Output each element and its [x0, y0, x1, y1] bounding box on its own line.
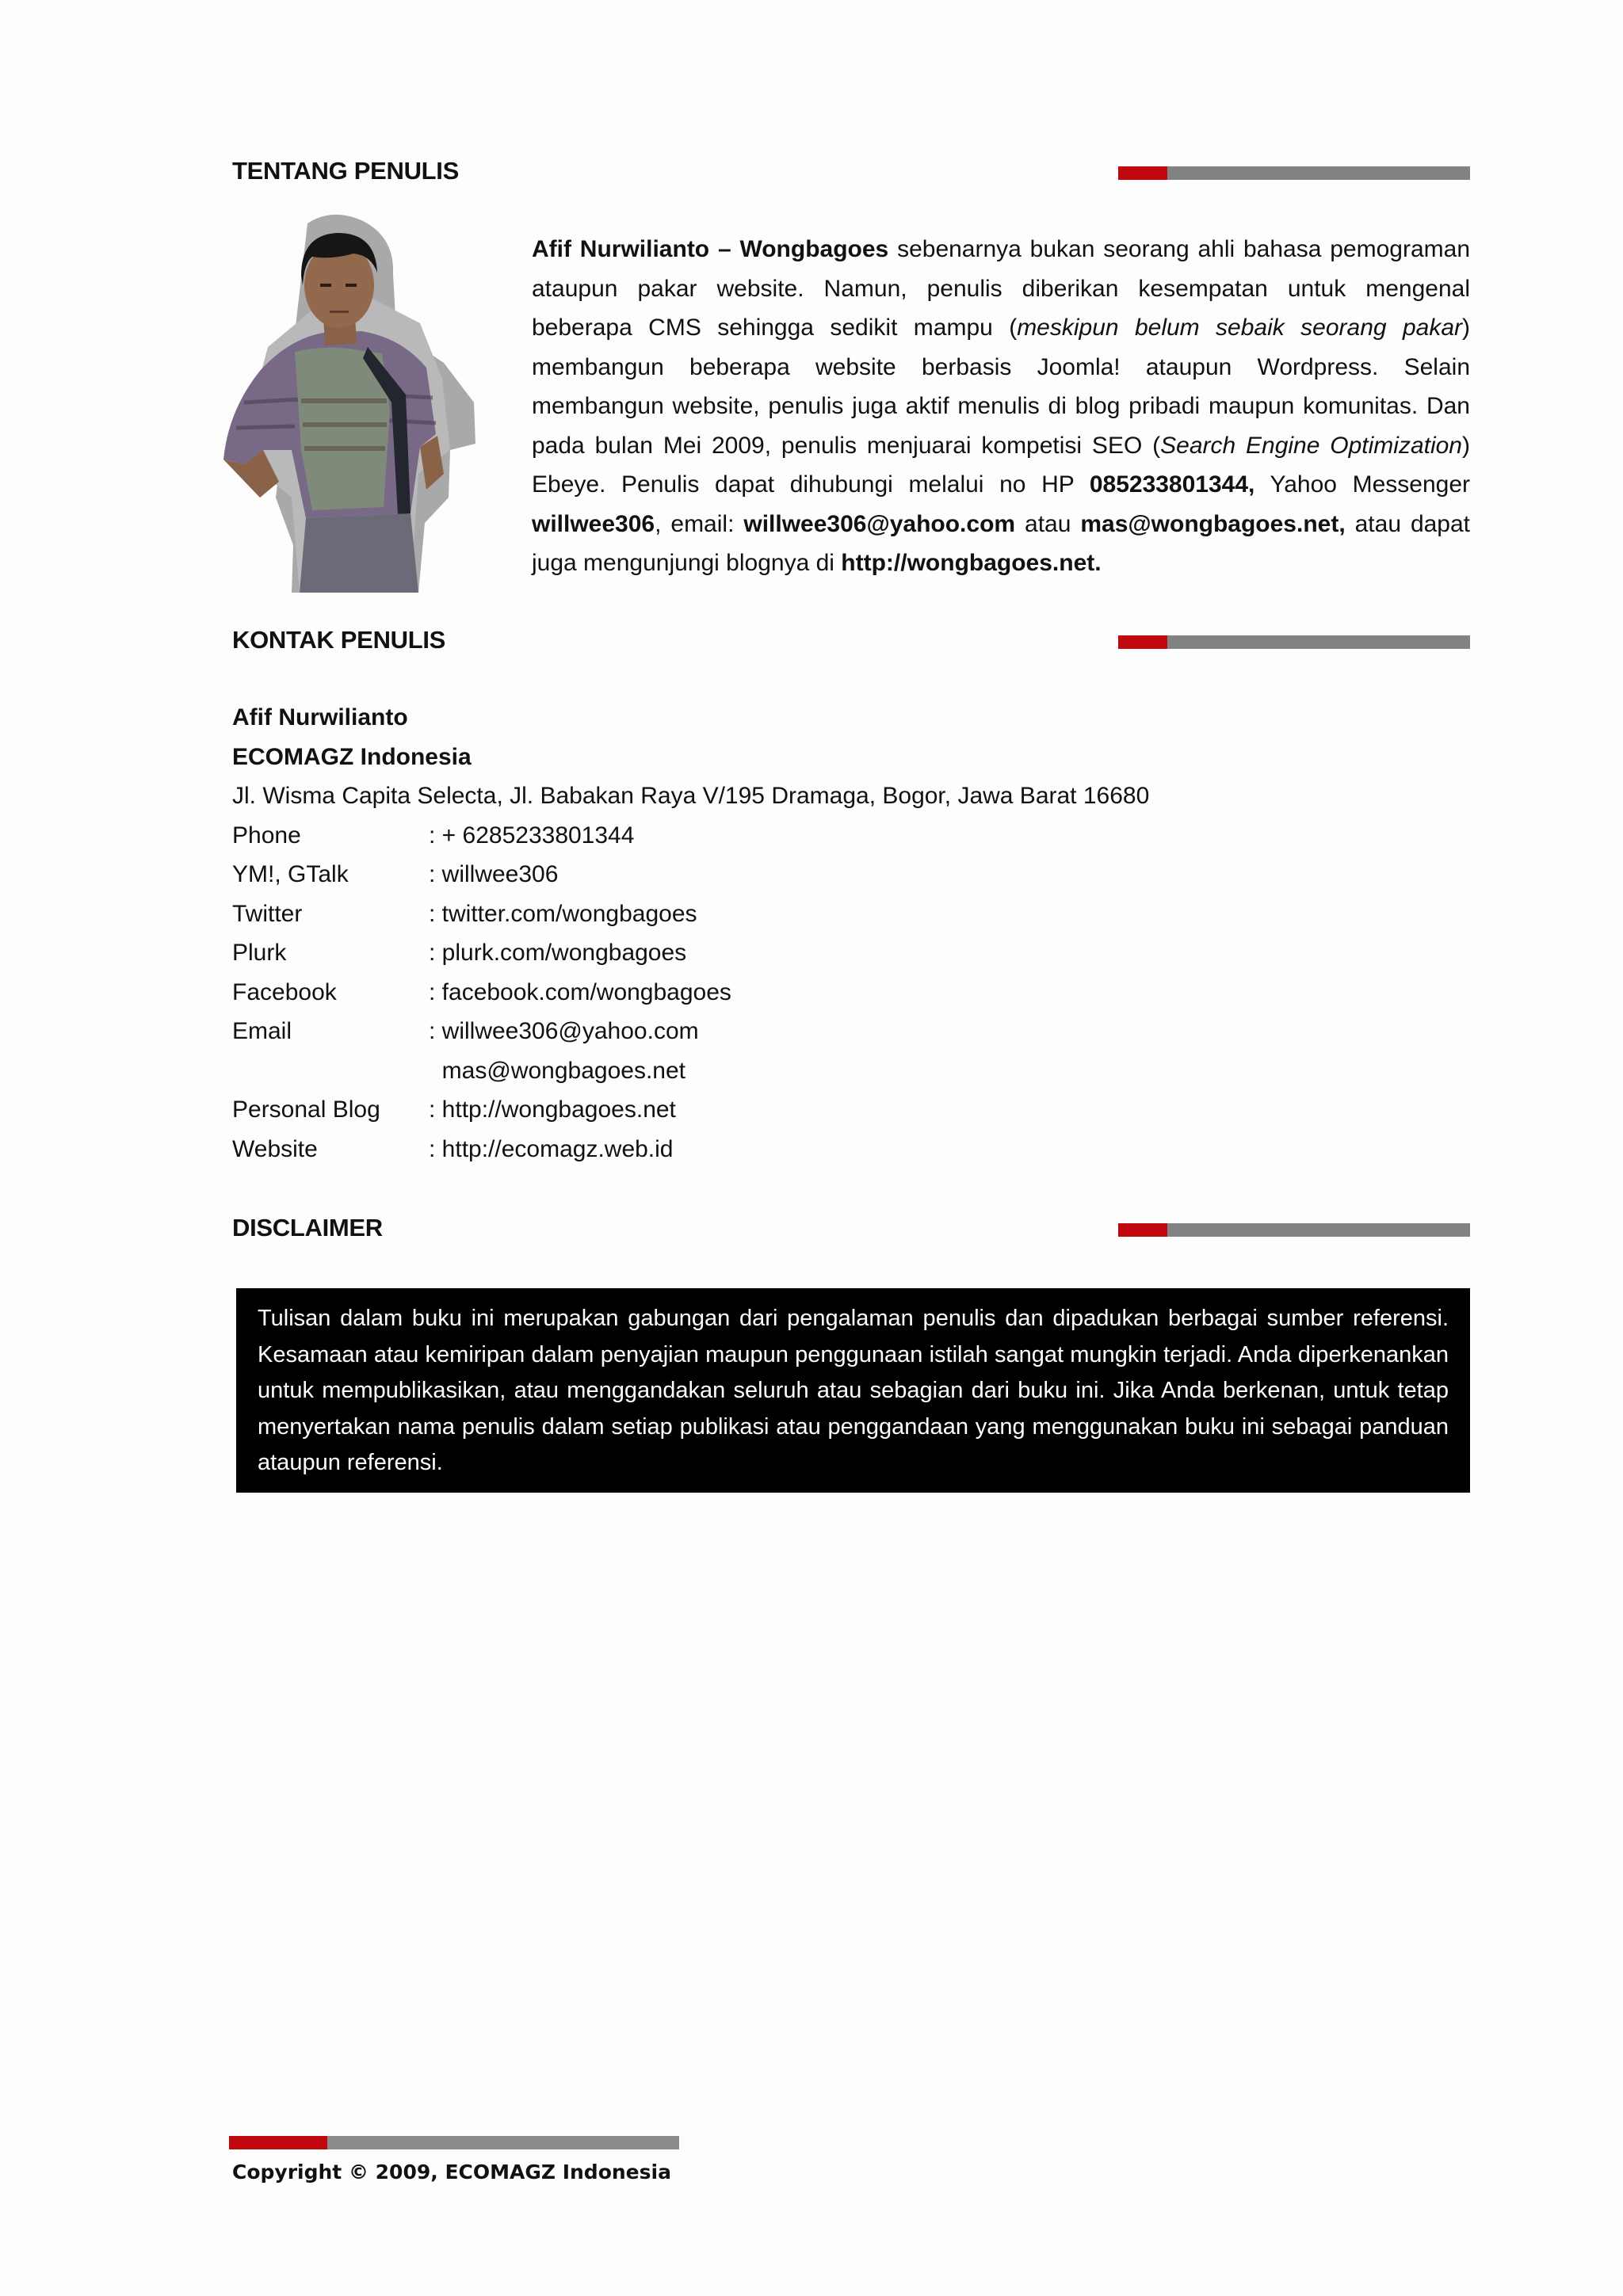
contact-row-ym [232, 855, 1342, 894]
bio-ym: willwee306 [532, 510, 655, 537]
contact-name: Afif Nurwilianto [232, 704, 408, 730]
contact-value: : willwee306 [429, 861, 559, 887]
bio-italic: Search Engine Optimization [1160, 432, 1462, 459]
footer-rule [229, 2136, 679, 2149]
contact-value: : http://ecomagz.web.id [429, 1135, 674, 1162]
bio-text: atau dapat juga mengunjungi blognya di [532, 510, 1471, 576]
contact-label: Website [232, 1135, 318, 1162]
about-section-header [232, 155, 1470, 187]
bio-text: , email: [655, 510, 744, 537]
author-portrait-photo [212, 212, 498, 593]
disclaimer-section-header [232, 1212, 1470, 1244]
bio-text: atau [1015, 510, 1081, 537]
contact-row-plurk [232, 933, 1342, 973]
contact-label: Facebook [232, 978, 337, 1005]
contact-block [232, 698, 1342, 1169]
contact-label: Personal Blog [232, 1097, 380, 1123]
contact-row-facebook [232, 973, 1342, 1013]
bio-italic: meskipun belum sebaik seorang pakar [1017, 315, 1462, 341]
contact-row-blog [232, 1090, 1342, 1130]
contact-section-title: KONTAK PENULIS [232, 626, 446, 654]
contact-row-phone [232, 816, 1342, 856]
author-name: Afif Nurwilianto – Wongbagoes [532, 236, 889, 262]
bio-text: ) membangun beberapa website berbasis Joomla! ataupun Wordpress. Selain membangun website, penulis juga aktif menulis di blog pribadi maupun komunitas. Dan pada bulan Mei 2009, penulis menjuarai kompetisi SEO ( [532, 315, 1470, 459]
disclaimer-section-title: DISCLAIMER [232, 1214, 383, 1241]
author-bio [532, 230, 1470, 583]
contact-row-email [232, 1012, 1342, 1051]
contact-value: : + 6285233801344 [429, 822, 635, 849]
contact-label [232, 1051, 429, 1091]
bio-text: Yahoo Messenger [1254, 471, 1470, 498]
contact-address: Jl. Wisma Capita Selecta, Jl. Babakan Raya V/195 Dramaga, Bogor, Jawa Barat 16680 [232, 783, 1150, 809]
bio-email: willwee306@yahoo.com [743, 510, 1016, 537]
contact-section-header [232, 624, 1470, 656]
section-rule [1118, 635, 1470, 649]
bio-phone: 085233801344, [1089, 471, 1255, 498]
contact-row-website [232, 1130, 1342, 1169]
contact-label: Plurk [232, 940, 287, 966]
contact-value: : plurk.com/wongbagoes [429, 940, 687, 966]
contact-label: Twitter [232, 900, 303, 927]
bio-text: sebenarnya bukan seorang ahli bahasa pemograman ataupun pakar website. Namun, penulis diberikan kesempatan untuk mengenal beberapa CMS sehingga sedikit mampu ( [532, 236, 1471, 341]
contact-value: : willwee306@yahoo.com [429, 1018, 699, 1044]
contact-company: ECOMAGZ Indonesia [232, 743, 472, 770]
bio-blog-link: http://wongbagoes.net. [841, 550, 1102, 576]
section-rule [1118, 1223, 1470, 1237]
contact-row-email-2 [232, 1051, 1342, 1091]
contact-value: mas@wongbagoes.net [429, 1057, 685, 1084]
footer-copyright: Copyright © 2009, ECOMAGZ Indonesia [232, 2161, 671, 2183]
section-rule [1118, 166, 1470, 180]
contact-label: Email [232, 1018, 292, 1044]
bio-email-2: mas@wongbagoes.net, [1080, 510, 1346, 537]
about-section-title: TENTANG PENULIS [232, 157, 459, 185]
disclaimer-text: Tulisan dalam buku ini merupakan gabungan dari pengalaman penulis dan dipadukan berbagai sumber referensi. Kesamaan atau kemiripan dalam penyajian maupun penggunaan istilah sangat mungkin terjadi. Anda diperkenankan untuk mempublikasikan, atau menggandakan seluruh atau sebagian dari buku ini. Jika Anda berkenan, untuk tetap menyertakan nama penulis dalam setiap publikasi atau penggandaan yang menggunakan buku ini sebagai panduan ataupun referensi. [258, 1306, 1449, 1475]
contact-value: : http://wongbagoes.net [429, 1097, 676, 1123]
contact-row-twitter [232, 894, 1342, 934]
contact-label: YM!, GTalk [232, 861, 349, 887]
contact-value: : facebook.com/wongbagoes [429, 978, 731, 1005]
disclaimer-box [236, 1288, 1470, 1493]
contact-label: Phone [232, 822, 301, 849]
bio-text: ) Ebeye. Penulis dapat dihubungi melalui no HP [532, 432, 1470, 498]
contact-value: : twitter.com/wongbagoes [429, 900, 697, 927]
